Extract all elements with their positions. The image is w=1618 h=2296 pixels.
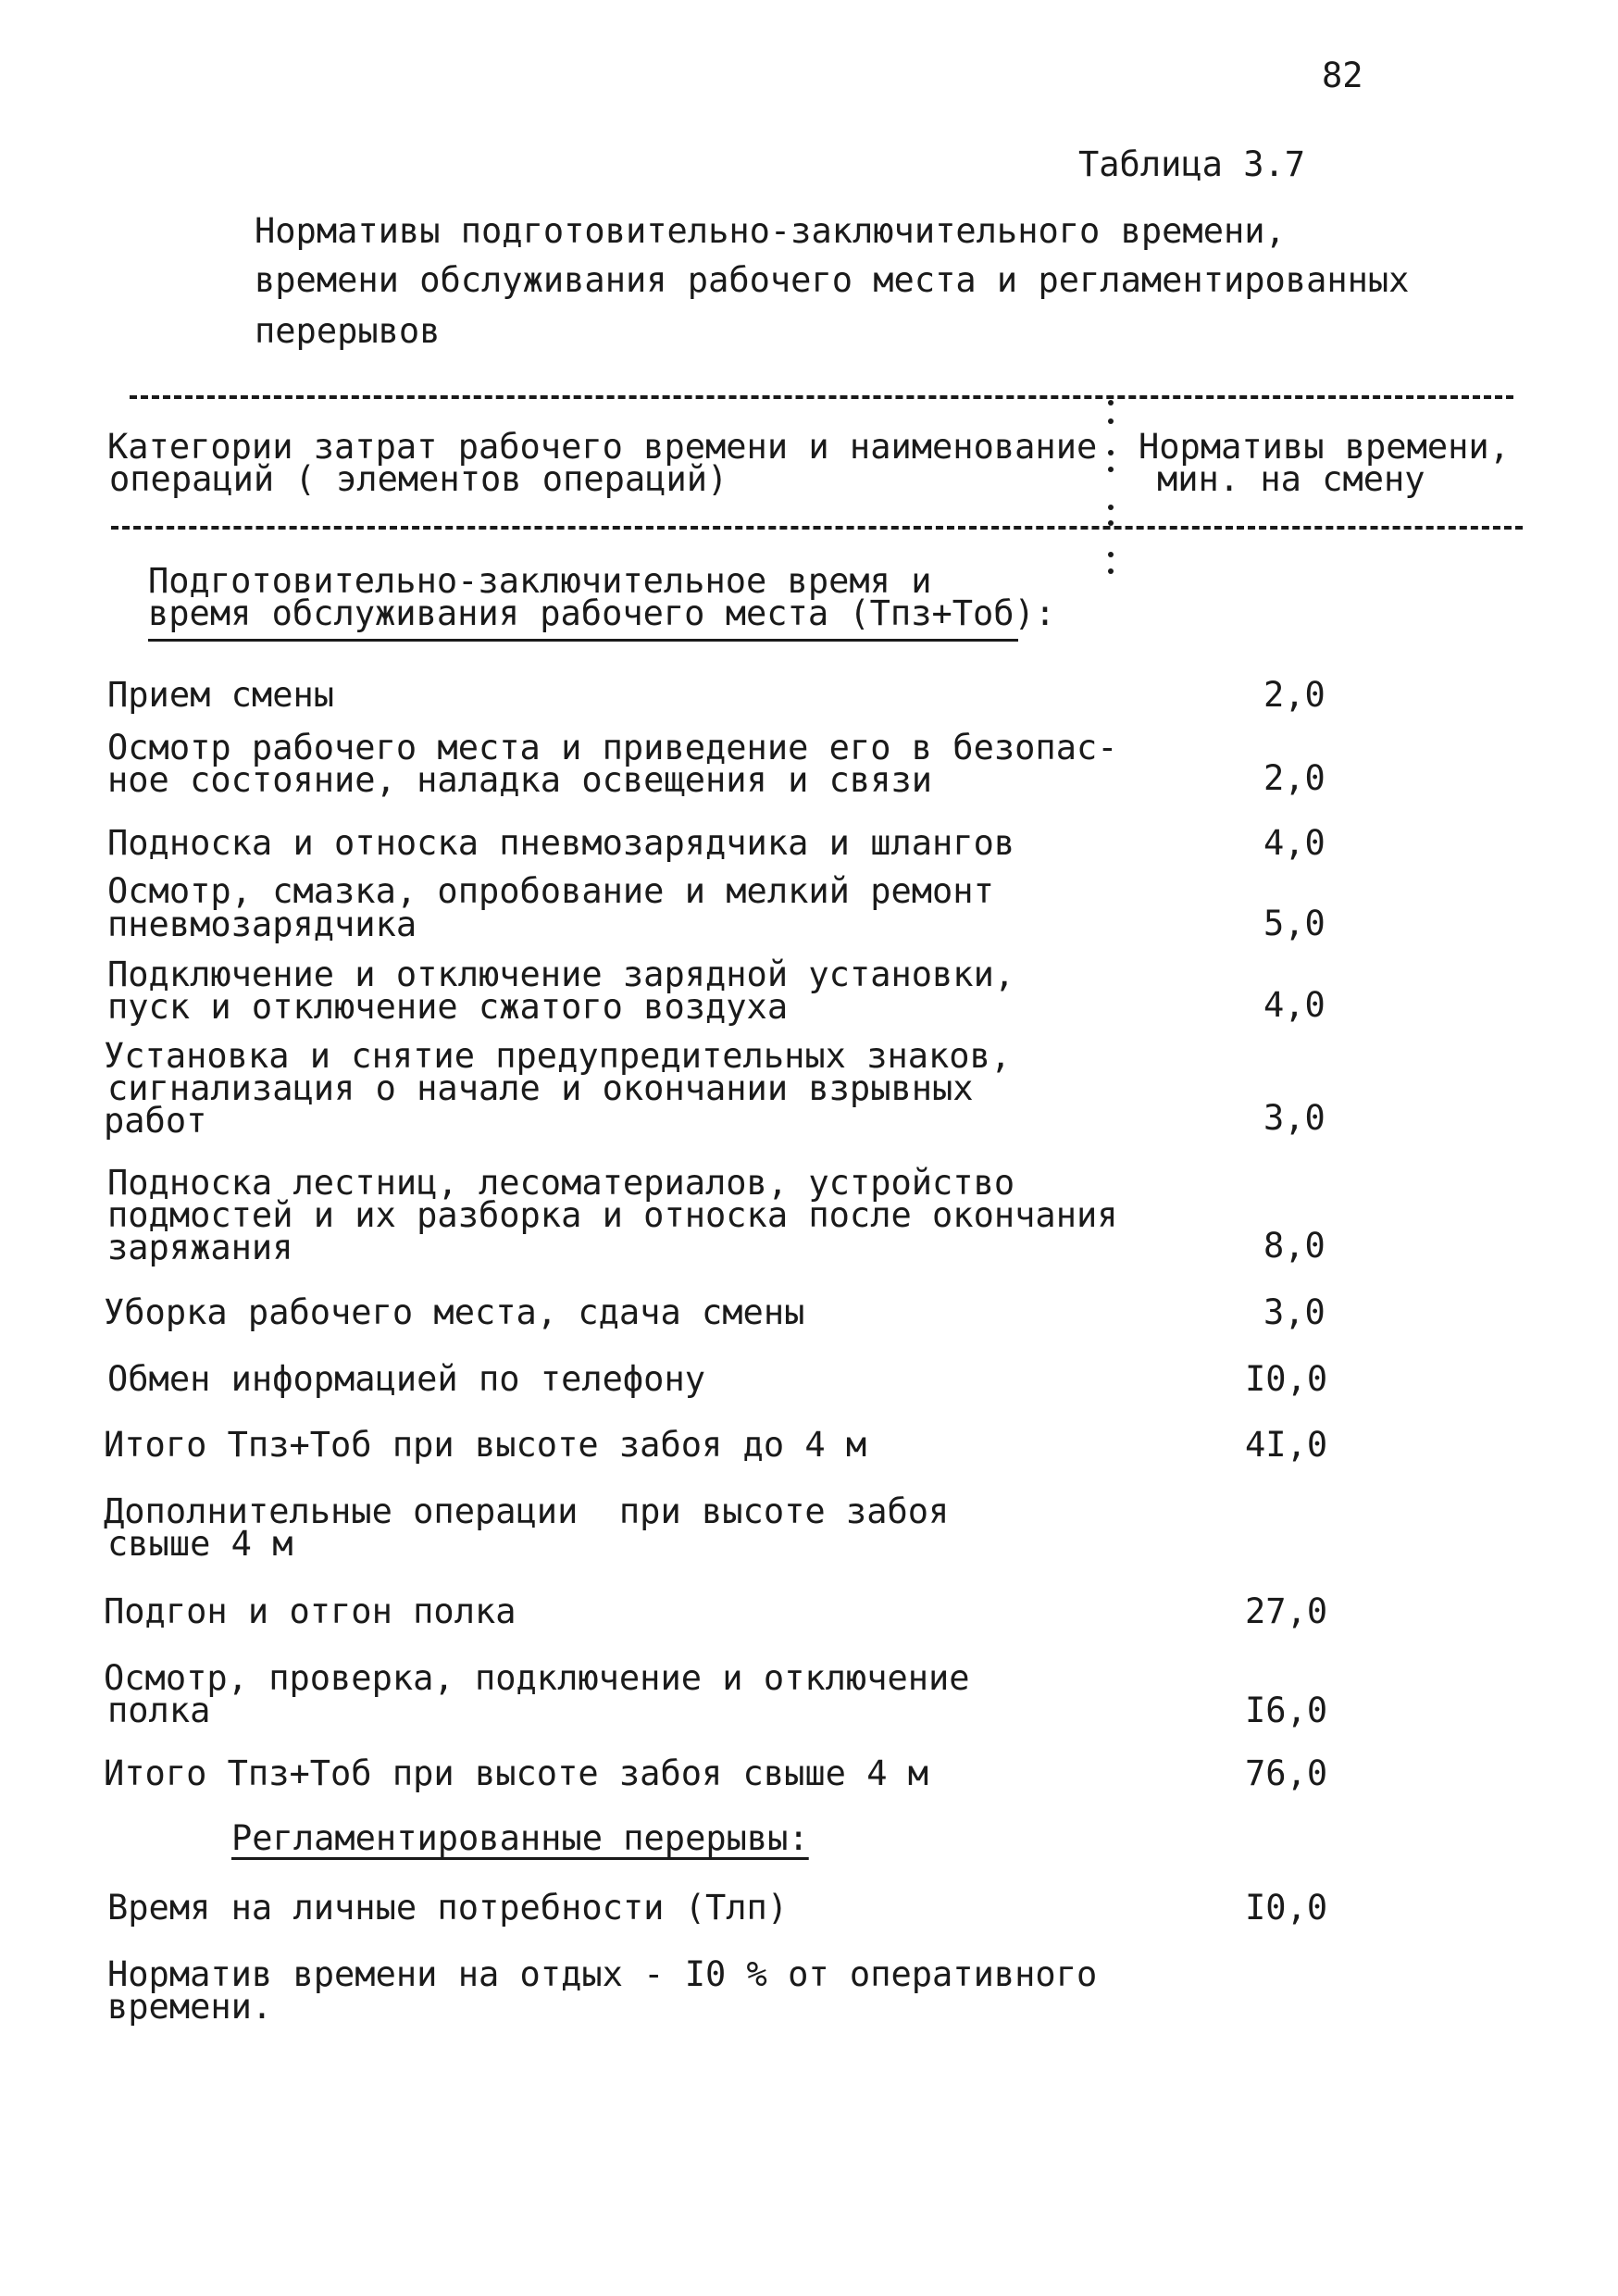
item-value: 8,0	[1263, 1226, 1326, 1266]
item-value: 3,0	[1263, 1292, 1326, 1332]
item-text: работ	[104, 1101, 207, 1141]
item-text: Подноска и относка пневмозарядчика и шлангов	[107, 823, 1015, 863]
item-text: полка	[107, 1691, 211, 1730]
item-value: 3,0	[1263, 1098, 1326, 1138]
footer-note-line: Норматив времени на отдых - I0 % от оперативного	[107, 1954, 1098, 1994]
item-value: 76,0	[1245, 1753, 1328, 1793]
item-text: Прием смены	[107, 675, 335, 715]
item-text: Время на личные потребности (Тлп)	[107, 1888, 789, 1928]
item-text: Осмотр рабочего места и приведение его в безопас-	[107, 728, 1118, 767]
header-col1-line1: Категории затрат рабочего времени и наименование	[107, 427, 1098, 467]
item-text: Обмен информацией по телефону	[107, 1359, 706, 1399]
item-value: 27,0	[1245, 1591, 1328, 1631]
item-value: I0,0	[1245, 1888, 1328, 1928]
item-text: пневмозарядчика	[107, 905, 417, 944]
header-bottom-rule	[111, 526, 1523, 530]
item-text: Подключение и отключение зарядной установки,	[107, 955, 1015, 994]
title-line: Нормативы подготовительно-заключительного времени,	[255, 211, 1286, 251]
item-value: 5,0	[1263, 904, 1326, 943]
item-value: 4,0	[1263, 985, 1326, 1025]
item-text: заряжания	[107, 1228, 293, 1267]
item-value: I0,0	[1245, 1359, 1328, 1399]
item-text: Подгон и отгон полка	[104, 1591, 517, 1631]
header-col1-line2: операций ( элементов операций)	[109, 459, 728, 499]
section-heading-underline	[148, 639, 1018, 642]
item-text: Дополнительные операции при высоте забоя	[104, 1491, 950, 1531]
item-text: Осмотр, смазка, опробование и мелкий ремонт	[107, 871, 994, 911]
item-value: I6,0	[1245, 1691, 1328, 1730]
table-label: Таблица 3.7	[1078, 144, 1306, 184]
item-text: подмостей и их разборка и относка после окончания	[107, 1195, 1118, 1235]
item-text: Подноска лестниц, лесоматериалов, устройство	[107, 1163, 1015, 1203]
title-line: перерывов	[255, 311, 441, 351]
item-text: Установка и снятие предупредительных знаков,	[104, 1036, 1012, 1076]
item-value: 4,0	[1263, 823, 1326, 863]
item-value: 2,0	[1263, 675, 1326, 715]
section-heading-line: время обслуживания рабочего места (Тпз+Тоб):	[148, 593, 1056, 633]
header-top-rule	[130, 395, 1513, 399]
item-text: Уборка рабочего места, сдача смены	[104, 1292, 805, 1332]
item-text: пуск и отключение сжатого воздуха	[107, 987, 789, 1027]
section-heading-line: Подготовительно-заключительное время и	[148, 561, 932, 601]
item-text: свыше 4 м	[107, 1524, 293, 1564]
item-value: 4I,0	[1245, 1425, 1328, 1465]
item-text: Осмотр, проверка, подключение и отключение	[104, 1658, 970, 1698]
page-number: 82	[1322, 56, 1363, 95]
footer-note-line: времени.	[107, 1987, 273, 2027]
header-col2-line1: Нормативы времени,	[1139, 427, 1510, 467]
item-text: Итого Тпз+Тоб при высоте забоя свыше 4 м	[104, 1753, 929, 1793]
header-col2-line2: мин. на смену	[1157, 459, 1425, 499]
section-heading-breaks: Регламентированные перерывы:	[231, 1818, 809, 1858]
item-text: Итого Тпз+Тоб при высоте забоя до 4 м	[104, 1425, 867, 1465]
item-text: сигнализация о начале и окончании взрывных	[107, 1068, 974, 1108]
item-value: 2,0	[1263, 758, 1326, 798]
item-text: ное состояние, наладка освещения и связи	[107, 760, 933, 800]
title-line: времени обслуживания рабочего места и регламентированных	[255, 260, 1410, 300]
